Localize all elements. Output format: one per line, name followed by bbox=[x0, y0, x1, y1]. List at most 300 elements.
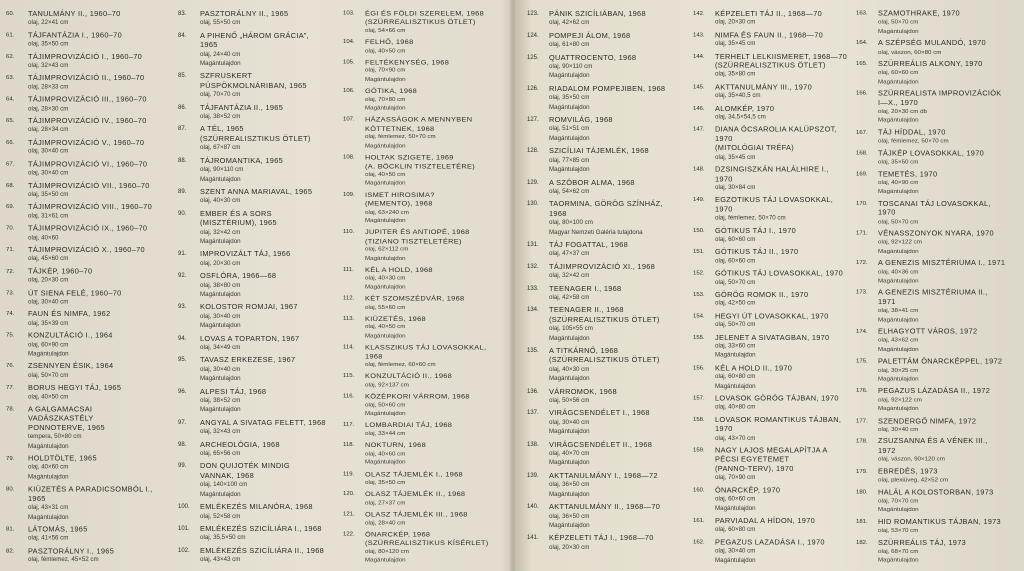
catalog-entry bbox=[6, 224, 162, 243]
artwork-title: TÁJIMPROVIZÁCIÓ XI., 1968 bbox=[549, 261, 656, 271]
catalog-entry bbox=[693, 30, 849, 48]
catalog-entry bbox=[856, 416, 1012, 434]
catalog-entry bbox=[856, 467, 1012, 485]
catalog-entry bbox=[693, 516, 849, 534]
artwork-title: LOVASOK GÖRÖG TÁJBAN, 1970 bbox=[715, 393, 839, 403]
catalog-entry bbox=[6, 288, 162, 307]
artwork-title: IMPROVIZÁLT TÁJ, 1966 bbox=[200, 249, 291, 259]
entry-body bbox=[878, 259, 1012, 286]
entry-number: 80. bbox=[6, 486, 15, 493]
artwork-title: DON QUIJOTÉK MINDIG VANNAK, 1968 bbox=[200, 461, 290, 480]
artwork-details: olaj, 40×30 cm Magántulajdon bbox=[549, 365, 590, 383]
catalog-entry bbox=[527, 240, 683, 259]
catalog-entry bbox=[527, 387, 683, 406]
entry-body bbox=[549, 146, 683, 174]
artwork-details: olaj, 140×100 cm Magántulajdon bbox=[200, 481, 248, 498]
catalog-entry bbox=[178, 103, 334, 122]
artwork-title: ALOMKÉP, 1970 bbox=[715, 103, 775, 113]
artwork-details: olaj, 40×60 bbox=[28, 233, 59, 241]
entry-number: 151. bbox=[693, 249, 705, 256]
entry-body bbox=[365, 530, 499, 565]
entry-number: 86. bbox=[178, 104, 187, 111]
entry-body bbox=[878, 416, 1012, 434]
entry-body bbox=[200, 461, 334, 499]
catalog-entry bbox=[527, 408, 683, 436]
artwork-details: olaj, vászon, 90×120 cm bbox=[878, 455, 945, 463]
artwork-details: olaj, 35×50 cm bbox=[365, 479, 406, 486]
catalog-entry bbox=[856, 149, 1012, 167]
artwork-title: KÖZÉPKORI VÁRROM, 1968 bbox=[365, 392, 470, 401]
artwork-title: PASZTORÁLNY I., 1965 bbox=[28, 546, 115, 555]
catalog-entry bbox=[178, 187, 334, 206]
entry-body bbox=[365, 228, 499, 263]
artwork-details: olaj, 41×56 cm bbox=[28, 534, 69, 542]
catalog-entry bbox=[693, 247, 849, 265]
artwork-details: olaj, 70×90 cm Magántulajdon bbox=[365, 67, 406, 83]
artwork-details: olaj, 28×30 cm bbox=[28, 105, 69, 113]
catalog-entry bbox=[693, 125, 849, 162]
artwork-title: TÁJKÉP, 1960–70 bbox=[28, 266, 93, 276]
entry-body bbox=[28, 485, 162, 522]
artwork-details: olaj, 40×60 cm Magántulajdon bbox=[365, 450, 406, 466]
artwork-title: ÖNARCKÉP, 1970 bbox=[715, 485, 781, 495]
entry-number: 148. bbox=[693, 166, 705, 173]
catalog-entry bbox=[693, 290, 849, 308]
artwork-details: olaj, fémlemez, 50×70 cm Magántulajdon bbox=[365, 133, 436, 149]
catalog-entry bbox=[343, 9, 499, 35]
artwork-details: olaj, 38×80 cm Magántulajdon bbox=[200, 281, 241, 298]
artwork-title: TÁJROMANTIKA, 1965 bbox=[200, 155, 284, 165]
entry-body bbox=[28, 245, 162, 264]
artwork-details: olaj, 51×51 cm Magántulajdon bbox=[549, 125, 590, 142]
artwork-title: GÓTIKUS TÁJ LOVASOKKAL, 1970 bbox=[715, 268, 844, 278]
artwork-details: olaj, 35×50 cm Magántulajdon bbox=[549, 94, 590, 111]
artwork-title: AKTTANULMÁNY II., 1968—70 bbox=[549, 502, 661, 512]
entry-number: 102. bbox=[178, 547, 190, 554]
artwork-title: TAORMINA, GÖRÖG SZÍNHÁZ, 1968 bbox=[549, 199, 663, 218]
artwork-title: TÁJIMPROVIZÁCIÓ IV., 1960–70 bbox=[28, 116, 147, 126]
entry-body bbox=[28, 546, 162, 565]
entry-number: 171. bbox=[856, 230, 868, 237]
entry-body bbox=[878, 229, 1012, 256]
artwork-title: VIRÁGCSENDÉLET II., 1968 bbox=[549, 439, 653, 449]
entry-body bbox=[365, 392, 499, 418]
catalog-entry bbox=[527, 440, 683, 468]
artwork-title: TÁJIMPROVIZÁCIÓ VII., 1960–70 bbox=[28, 180, 150, 190]
artwork-title: TEMETÉS, 1970 bbox=[878, 169, 938, 179]
artwork-title: TÁJFANTÁZIA II., 1965 bbox=[200, 102, 284, 112]
artwork-details: olaj, 40×70 cm Magántulajdon bbox=[549, 450, 590, 467]
catalog-entry bbox=[693, 415, 849, 443]
catalog-entry bbox=[178, 502, 334, 521]
catalog-entry bbox=[178, 209, 334, 247]
artwork-title: NAGY LAJOS MEGALAPÍTJA A PÉCSI EGYETEMET (PANNO-TERV), 1970 bbox=[715, 445, 828, 473]
artwork-details: olaj, 40×80 cm bbox=[715, 403, 756, 411]
entry-number: 70. bbox=[6, 225, 15, 232]
entry-body bbox=[200, 103, 334, 122]
entry-number: 140. bbox=[527, 504, 539, 511]
entry-body bbox=[365, 372, 499, 389]
catalog-entry bbox=[6, 454, 162, 482]
entry-body bbox=[28, 181, 162, 200]
entry-body bbox=[365, 421, 499, 438]
artwork-title: A GENEZIS MISZTÉRIUMA I., 1971 bbox=[878, 258, 1006, 268]
entry-body bbox=[200, 524, 334, 543]
entry-number: 60. bbox=[6, 10, 15, 17]
entry-body bbox=[715, 394, 849, 412]
entry-number: 139. bbox=[527, 472, 539, 479]
entry-body bbox=[28, 9, 162, 28]
artwork-title: KÉPZELETI TÁJ I., 1968—70 bbox=[549, 533, 654, 543]
artwork-details: olaj, 28×40 cm bbox=[365, 519, 406, 527]
artwork-title: A GALGAMACSAI VADÁSZKASTÉLY PONNOTERVE, 1965 bbox=[28, 404, 105, 433]
artwork-details: olaj, 65×56 cm bbox=[200, 450, 241, 458]
catalog-entry bbox=[527, 31, 683, 50]
artwork-title: FAUN ÉS NIMFA, 1962 bbox=[28, 309, 111, 319]
artwork-title: TOSCANAI TÁJ LOVASOKKAL, 1970 bbox=[878, 199, 991, 217]
artwork-details: olaj, 52×58 cm bbox=[200, 512, 241, 520]
artwork-title: TÁJIMPROVIZÁCIÓ X., 1960–70 bbox=[28, 245, 145, 255]
entry-body bbox=[878, 149, 1012, 167]
artwork-details: olaj, 30×40 cm bbox=[28, 148, 69, 155]
entry-body bbox=[878, 488, 1012, 515]
artwork-title: TÁJ FOGATTAL, 1968 bbox=[549, 239, 629, 249]
catalog-entry bbox=[178, 156, 334, 184]
artwork-details: olaj, 70×70 cm bbox=[200, 91, 241, 99]
entry-number: 165. bbox=[856, 61, 868, 68]
catalog-entry bbox=[856, 60, 1012, 87]
artwork-title: POMPEJI ÁLOM, 1968 bbox=[549, 30, 631, 40]
catalog-entry bbox=[343, 421, 499, 438]
entry-body bbox=[28, 310, 162, 329]
artwork-details: olaj, 30×40 cm bbox=[28, 169, 69, 177]
entry-body bbox=[28, 202, 162, 221]
entry-number: 123. bbox=[527, 11, 539, 17]
artwork-details: olaj, 20×30 cm bbox=[28, 276, 69, 284]
entry-number: 114. bbox=[343, 344, 355, 351]
entry-body bbox=[200, 271, 334, 299]
catalog-entry bbox=[343, 392, 499, 418]
artwork-title: EMLÉKEZÉS SZICÍLIÁRA I., 1968 bbox=[200, 523, 322, 533]
catalog-entry bbox=[6, 267, 162, 286]
artwork-details: olaj, 35×50 cm bbox=[878, 158, 919, 166]
entry-number: 136. bbox=[527, 388, 539, 395]
entry-body bbox=[365, 38, 499, 55]
artwork-details: olaj, 30×40 cm Magántulajdon bbox=[715, 547, 756, 564]
artwork-title: RIADALOM POMPEJIBEN, 1968 bbox=[549, 83, 666, 93]
entry-body bbox=[28, 405, 162, 451]
artwork-details: olaj, 30×84 cm bbox=[715, 184, 756, 192]
entry-number: 61. bbox=[6, 32, 15, 39]
catalog-entry bbox=[527, 84, 683, 112]
artwork-title: AKTTANULMÁNY III., 1970 bbox=[715, 82, 812, 92]
artwork-details: olaj, 36×50 cm Magántulajdon bbox=[549, 512, 590, 529]
artwork-details: olaj, 105×55 cm Magántulajdon bbox=[549, 325, 593, 342]
entry-number: 90. bbox=[178, 210, 187, 217]
artwork-title: SZAMOTHRAKE, 1970 bbox=[878, 9, 960, 18]
entry-body bbox=[878, 327, 1012, 354]
artwork-title: OLASZ TÁJEMLÉK II., 1968 bbox=[365, 489, 466, 499]
artwork-details: olaj, 20×30 cm bbox=[549, 543, 590, 551]
artwork-details: olaj, 27×37 cm bbox=[365, 499, 406, 506]
entry-number: 167. bbox=[856, 129, 868, 136]
artwork-details: olaj, 40×50 cm bbox=[28, 393, 69, 401]
artwork-title: TÁJIMPROVIZÁCIÓ VIII., 1960–70 bbox=[28, 202, 153, 212]
entry-number: 106. bbox=[343, 88, 355, 95]
entry-body bbox=[549, 115, 683, 143]
artwork-title: TÁJ HÍDDAL, 1970 bbox=[878, 127, 946, 137]
entry-number: 85. bbox=[178, 73, 187, 80]
entry-number: 65. bbox=[6, 118, 15, 125]
entry-number: 107. bbox=[343, 117, 355, 123]
entry-number: 109. bbox=[343, 192, 355, 198]
catalog-column-6 bbox=[856, 9, 1012, 568]
entry-body bbox=[715, 537, 849, 565]
entry-body bbox=[200, 302, 334, 330]
artwork-title: TÁJIMPROVIZÁCIÓ II., 1960–70 bbox=[28, 73, 145, 83]
entry-body bbox=[200, 31, 334, 69]
catalog-entry bbox=[856, 437, 1012, 464]
entry-number: 120. bbox=[343, 491, 355, 498]
artwork-details: olaj, 45×60 cm bbox=[28, 255, 69, 263]
catalog-entry bbox=[6, 202, 162, 221]
catalog-column-1 bbox=[6, 9, 162, 568]
entry-body bbox=[715, 82, 849, 100]
catalog-entry bbox=[6, 116, 162, 135]
artwork-details: olaj, 43×43 cm bbox=[200, 556, 241, 564]
artwork-title: OLASZ TÁJEMLÉK III., 1968 bbox=[365, 509, 468, 519]
catalog-entry bbox=[856, 39, 1012, 57]
artwork-title: VÉNASSZONYOK NYARA, 1970 bbox=[878, 228, 994, 238]
catalog-entry bbox=[343, 441, 499, 467]
entry-body bbox=[365, 58, 499, 84]
artwork-title: HEGYI ÚT LOVASOKKAL, 1970 bbox=[715, 311, 829, 321]
artwork-title: KLASSZIKUS TÁJ LOVASOKKAL, 1968 bbox=[365, 343, 487, 361]
artwork-details: olaj, 50×70 cm bbox=[878, 218, 919, 225]
catalog-entry bbox=[6, 30, 162, 49]
artwork-details: olaj, 38×41 cm Magántulajdon bbox=[878, 307, 919, 323]
artwork-title: SZÜRREALISTA IMPROVIZÁCIÓK I—X., 1970 bbox=[878, 89, 1002, 107]
catalog-entry bbox=[6, 405, 162, 451]
catalog-entry bbox=[178, 249, 334, 268]
artwork-details: olaj, 30×25 cm Magántulajdon bbox=[878, 366, 919, 383]
entry-number: 71. bbox=[6, 247, 15, 254]
artwork-details: olaj, 92×122 cm Magántulajdon bbox=[878, 396, 922, 413]
artwork-title: HOLTAK SZIGETE, 1969 (A. BÖCKLIN TISZTELETÉRE) bbox=[365, 152, 476, 170]
catalog-entry bbox=[693, 537, 849, 565]
entry-number: 125. bbox=[527, 54, 539, 61]
entry-number: 155. bbox=[693, 334, 705, 341]
entry-number: 137. bbox=[527, 410, 539, 417]
entry-number: 96. bbox=[178, 388, 187, 395]
catalog-entry bbox=[343, 490, 499, 507]
entry-body bbox=[365, 441, 499, 467]
artwork-details: olaj, 40×30 cm Magántulajdon bbox=[365, 274, 406, 291]
entry-number: 141. bbox=[527, 535, 539, 542]
entry-body bbox=[200, 249, 334, 268]
entry-body bbox=[200, 156, 334, 184]
entry-body bbox=[200, 387, 334, 415]
catalog-entry bbox=[856, 259, 1012, 286]
entry-body bbox=[549, 305, 683, 343]
entry-number: 178. bbox=[856, 438, 868, 445]
artwork-title: GÓTIKUS TÁJ I., 1970 bbox=[715, 225, 797, 235]
entry-number: 166. bbox=[856, 91, 868, 97]
catalog-entry bbox=[178, 355, 334, 383]
artwork-details: olaj, 92×137 cm bbox=[365, 381, 409, 388]
entry-body bbox=[200, 71, 334, 99]
catalog-entry bbox=[178, 334, 334, 353]
artwork-details: olaj, fémlemez, 60×60 cm bbox=[365, 361, 436, 368]
artwork-details: olaj, fémlemez, 50×70 cm bbox=[715, 214, 786, 222]
catalog-entry bbox=[527, 502, 683, 530]
catalog-entry bbox=[856, 538, 1012, 565]
entry-body bbox=[878, 387, 1012, 414]
catalog-entry bbox=[6, 383, 162, 402]
entry-number: 162. bbox=[693, 539, 705, 546]
entry-number: 83. bbox=[178, 11, 187, 17]
catalog-entry bbox=[178, 271, 334, 299]
entry-number: 158. bbox=[693, 417, 705, 423]
artwork-details: olaj, 90×110 cm Magántulajdon bbox=[200, 166, 244, 183]
entry-body bbox=[549, 240, 683, 259]
catalog-entry bbox=[6, 73, 162, 92]
entry-number: 67. bbox=[6, 161, 15, 168]
artwork-title: TÁJIMPROVIZÁCIÓ IX., 1960–70 bbox=[28, 223, 148, 233]
entry-number: 72. bbox=[6, 268, 15, 275]
artwork-title: EMLÉKEZÉS MILANÓRA, 1968 bbox=[200, 502, 313, 512]
catalog-entry bbox=[527, 9, 683, 28]
entry-body bbox=[549, 262, 683, 281]
catalog-entry bbox=[693, 226, 849, 244]
artwork-title: KÉT SZOMSZÉDVÁR, 1968 bbox=[365, 294, 465, 303]
artwork-title: NOKTURN, 1968 bbox=[365, 440, 426, 450]
catalog-entry bbox=[693, 446, 849, 483]
entry-body bbox=[365, 470, 499, 487]
entry-body bbox=[28, 525, 162, 544]
catalog-entry bbox=[693, 333, 849, 361]
catalog-entry bbox=[693, 9, 849, 27]
entry-body bbox=[200, 187, 334, 206]
entry-number: 122. bbox=[343, 531, 355, 538]
entry-number: 182. bbox=[856, 539, 868, 546]
entry-number: 144. bbox=[693, 53, 705, 60]
catalog-entry bbox=[343, 116, 499, 151]
entry-body bbox=[878, 60, 1012, 87]
catalog-entry bbox=[527, 115, 683, 143]
entry-number: 159. bbox=[693, 447, 705, 454]
catalog-entry bbox=[343, 510, 499, 527]
artwork-details: olaj, 47×37 cm bbox=[549, 250, 590, 258]
artwork-details: olaj, 60×60 cm bbox=[715, 236, 756, 243]
artwork-details: olaj, 70×90 cm bbox=[715, 474, 756, 482]
entry-number: 75. bbox=[6, 332, 15, 339]
entry-body bbox=[878, 288, 1012, 324]
artwork-details: olaj, 40×50 cm Magántulajdon bbox=[365, 323, 406, 340]
catalog-entry bbox=[6, 485, 162, 522]
artwork-title: OSFLÓRA, 1966—68 bbox=[200, 271, 277, 281]
catalog-entry bbox=[527, 199, 683, 237]
artwork-title: FELHŐ, 1968 bbox=[365, 37, 414, 47]
entry-number: 78. bbox=[6, 406, 15, 413]
entry-body bbox=[549, 31, 683, 50]
artwork-details: olaj, 34,5×54,5 cm bbox=[715, 113, 766, 121]
entry-body bbox=[549, 9, 683, 28]
entry-body bbox=[549, 346, 683, 384]
artwork-title: KOLOSTOR ROMJAI, 1967 bbox=[200, 302, 298, 312]
entry-body bbox=[28, 52, 162, 71]
catalog-entry bbox=[856, 229, 1012, 256]
entry-body bbox=[365, 87, 499, 113]
catalog-entry bbox=[6, 159, 162, 178]
artwork-details: olaj, 50×70 cm bbox=[715, 278, 756, 286]
catalog-entry bbox=[343, 58, 499, 84]
catalog-entry bbox=[343, 294, 499, 311]
artwork-details: olaj, 80×120 cm Magántulajdon bbox=[365, 548, 409, 564]
artwork-details: olaj, 32×42 cm Magántulajdon bbox=[200, 228, 241, 245]
artwork-details: olaj, 43×62 cm Magántulajdon bbox=[878, 336, 919, 353]
catalog-entry bbox=[343, 190, 499, 225]
artwork-title: GÓTIKUS TÁJ II., 1970 bbox=[715, 247, 799, 257]
artwork-title: TÁJIMPROVIZÁCIÓ VI., 1960–70 bbox=[28, 159, 148, 169]
catalog-column-3 bbox=[343, 9, 499, 568]
entry-number: 154. bbox=[693, 313, 705, 320]
entry-number: 156. bbox=[693, 365, 705, 372]
entry-body bbox=[549, 471, 683, 499]
entry-body bbox=[28, 331, 162, 359]
artwork-title: VIRÁGCSENDÉLET I., 1968 bbox=[549, 408, 650, 418]
artwork-title: PÁNIK SZICÍLIÁBAN, 1968 bbox=[549, 9, 646, 18]
catalog-entry bbox=[6, 362, 162, 381]
artwork-title: AKTTANULMÁNY I., 1968—72 bbox=[549, 470, 658, 480]
entry-body bbox=[715, 446, 849, 483]
entry-number: 160. bbox=[693, 487, 705, 494]
entry-body bbox=[28, 30, 162, 49]
entry-number: 124. bbox=[527, 32, 539, 39]
entry-body bbox=[549, 440, 683, 468]
entry-number: 110. bbox=[343, 229, 355, 236]
entry-body bbox=[715, 125, 849, 162]
entry-number: 127. bbox=[527, 117, 539, 124]
entry-number: 129. bbox=[527, 179, 539, 186]
entry-number: 100. bbox=[178, 504, 190, 511]
entry-body bbox=[200, 9, 334, 28]
catalog-entry bbox=[693, 165, 849, 193]
entry-body bbox=[200, 546, 334, 565]
entry-number: 89. bbox=[178, 188, 187, 195]
catalog-entry bbox=[856, 357, 1012, 384]
entry-number: 99. bbox=[178, 463, 187, 470]
artwork-title: TÁJFANTÁZIA I., 1960–70 bbox=[28, 30, 122, 40]
entry-number: 82. bbox=[6, 548, 15, 554]
catalog-entry bbox=[693, 394, 849, 412]
artwork-details: olaj, 40×30 cm bbox=[200, 197, 241, 205]
entry-number: 76. bbox=[6, 363, 15, 370]
entry-number: 91. bbox=[178, 251, 187, 258]
entry-number: 94. bbox=[178, 335, 187, 342]
artwork-title: ISMET HIROSIMA? (MEMENTO), 1968 bbox=[365, 190, 435, 208]
entry-body bbox=[715, 415, 849, 443]
artwork-details: olaj, plexiüveg, 42×52 cm bbox=[878, 476, 948, 484]
catalog-entry bbox=[856, 517, 1012, 535]
artwork-details: olaj, 30×40 cm Magántulajdon bbox=[200, 365, 241, 383]
artwork-details: olaj, 77×85 cm Magántulajdon bbox=[549, 156, 590, 174]
entry-body bbox=[878, 9, 1012, 36]
entry-body bbox=[200, 418, 334, 437]
catalog-entry bbox=[178, 440, 334, 459]
artwork-title: ANGYAL A SIVATAG FELETT, 1968 bbox=[200, 417, 326, 427]
catalog-entry bbox=[693, 363, 849, 391]
